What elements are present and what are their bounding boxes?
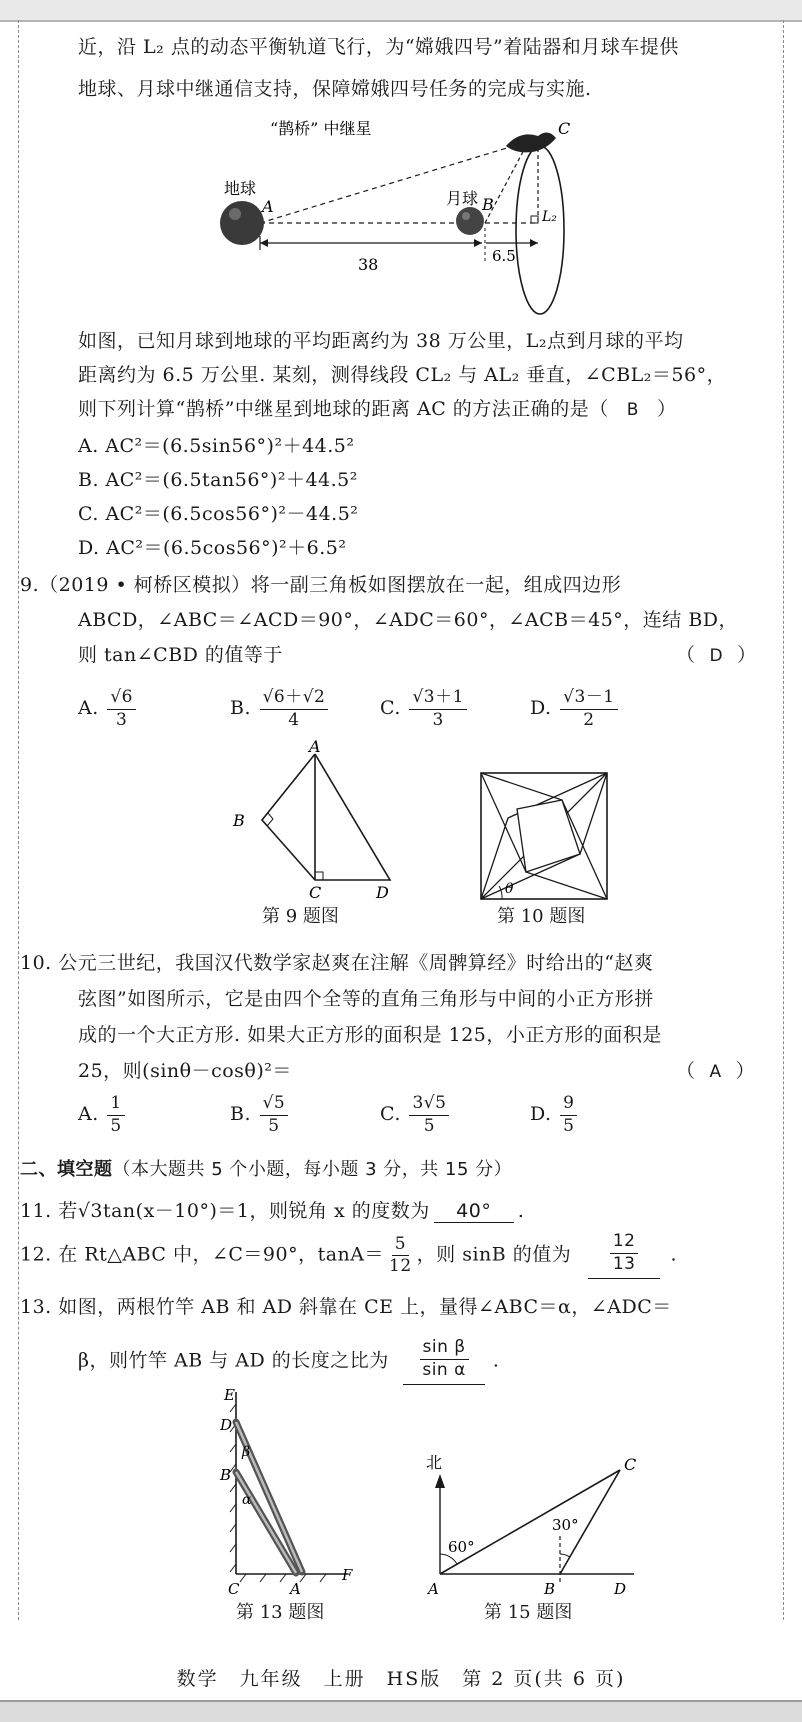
fig13-beta-label: β (242, 1444, 251, 1460)
figure-13-caption: 第 13 题图 (236, 1602, 325, 1623)
fig15-label-c: C (624, 1455, 637, 1474)
fig15-angle-60: 60° (448, 1538, 475, 1556)
figure-10-caption: 第 10 题图 (497, 906, 586, 927)
q8-stem-line-3: 则下列计算“鹊桥”中继星到地球的距离 AC 的方法正确的是（ B ） (78, 398, 677, 420)
point-l2-label: L₂ (542, 209, 557, 225)
orbit-figure (220, 108, 620, 320)
q10-stem-line-3: 成的一个大正方形. 如果大正方形的面积是 125，小正方形的面积是 (78, 1024, 662, 1046)
q12-answer: $\frac{12}{13}$ (588, 1232, 661, 1279)
section-2-note: （本大题共 5 个小题，每小题 3 分，共 15 分） (112, 1159, 513, 1180)
fig13-label-b: B (220, 1466, 232, 1484)
q9-option-c: C. $\frac{√3+1}{3}$ (380, 688, 469, 730)
q9-answer: D (709, 646, 724, 666)
q8-option-a: A. AC²＝(6.5sin56°)²＋44.5² (78, 435, 355, 457)
fig9-label-a: A (309, 740, 321, 756)
fig9-label-d: D (376, 883, 389, 900)
figure-9 (225, 740, 405, 900)
q9-option-d: D. $\frac{√3-1}{2}$ (530, 688, 620, 730)
right-angle-acd (315, 872, 323, 880)
figure-9-caption: 第 9 题图 (262, 906, 339, 927)
figure-10 (478, 770, 612, 904)
figure-15-caption: 第 15 题图 (484, 1602, 573, 1623)
intro-line-1: 近，沿 L₂ 点的动态平衡轨道飞行，为“嫦娥四号”着陆器和月球车提供 (78, 36, 679, 58)
q9-answer-bracket: （ D ） (676, 644, 757, 666)
right-angle-mark (531, 216, 538, 223)
q8-answer: B (626, 400, 639, 420)
relay-satellite-image (506, 132, 556, 152)
q10-option-b: B. $\frac{√5}{5}$ (230, 1094, 290, 1136)
fig13-label-f: F (342, 1566, 353, 1584)
q10-answer: A (709, 1062, 722, 1082)
fig13-label-e: E (224, 1386, 235, 1404)
q10-stem-line-4: 25，则(sinθ－cosθ)²＝ (78, 1060, 292, 1082)
q8-stem-line-1: 如图，已知月球到地球的平均距离约为 38 万公里，L₂点到月球的平均 (78, 330, 684, 352)
fig13-label-c: C (228, 1580, 240, 1598)
l2-halo-orbit (516, 146, 564, 314)
fig15-label-b: B (544, 1580, 556, 1598)
q10-answer-bracket: （ A ） (676, 1060, 756, 1082)
q10-option-d: D. $\frac{9}{5}$ (530, 1094, 579, 1136)
q9-option-b: B. $\frac{√6+√2}{4}$ (230, 688, 330, 730)
figure-15 (424, 1450, 644, 1598)
point-b-label: B (482, 195, 494, 214)
q11-answer: 40° (434, 1200, 514, 1223)
page-footer: 数学 九年级 上册 HS版 第 2 页(共 6 页) (176, 1668, 626, 1690)
earth-image (220, 201, 264, 245)
fig13-alpha-label: α (242, 1492, 252, 1508)
intro-line-2: 地球、月球中继通信支持，保障嫦娥四号任务的完成与实施. (78, 78, 592, 100)
point-a-label: A (262, 197, 274, 216)
q8-option-c: C. AC²＝(6.5cos56°)²－44.5² (78, 503, 359, 525)
fig13-label-a: A (290, 1580, 301, 1598)
segment-ac-15 (440, 1470, 620, 1574)
q10-option-a: A. $\frac{1}{5}$ (78, 1094, 127, 1136)
q8-stem-line-2: 距离约为 6.5 万公里. 某刻，测得线段 CL₂ 与 AL₂ 垂直，∠CBL₂＝56°， (78, 364, 727, 386)
q13-stem-line-1: 13. 如图，两根竹竿 AB 和 AD 斜靠在 CE 上，量得∠ABC＝α，∠ADC＝ (20, 1296, 672, 1318)
q10-stem-line-2: 弦图”如图所示，它是由四个全等的直角三角形与中间的小正方形拼 (78, 988, 654, 1010)
distance-65-label: 6.5 (492, 247, 516, 265)
q9-stem-line-2: ABCD，∠ABC＝∠ACD＝90°，∠ADC＝60°，∠ACB＝45°，连结 BD， (78, 609, 739, 631)
fig15-angle-30: 30° (552, 1516, 579, 1534)
q13-answer: $\frac{\text{sin β}}{\text{sin α}}$ (403, 1338, 484, 1385)
fig15-label-a: A (428, 1580, 439, 1598)
q10-stem-line-1: 10. 公元三世纪，我国汉代数学家赵爽在注解《周髀算经》时给出的“赵爽 (20, 952, 654, 974)
right-angle-abc (267, 813, 273, 826)
moon-image (456, 207, 484, 235)
quadrilateral-abcd (262, 754, 390, 880)
line-ac (260, 144, 520, 223)
fig9-label-b: B (233, 811, 245, 830)
q9-option-a: A. $\frac{√6}{3}$ (78, 688, 138, 730)
ground-hatching (240, 1574, 326, 1582)
fig15-label-d: D (614, 1580, 627, 1598)
q8-option-b: B. AC²＝(6.5tan56°)²＋44.5² (78, 469, 358, 491)
small-square (517, 800, 580, 872)
q9-stem-line-3: 则 tan∠CBD 的值等于 (78, 644, 283, 666)
q8-option-d: D. AC²＝(6.5cos56°)²＋6.5² (78, 537, 347, 559)
q9-stem-line-1: 9.（2019 • 柯桥区模拟）将一副三角板如图摆放在一起，组成四边形 (20, 574, 622, 596)
fig13-label-d: D (220, 1416, 233, 1434)
section-2-heading: 二、填空题（本大题共 5 个小题，每小题 3 分，共 15 分） (20, 1159, 513, 1180)
fig15-north-label: 北 (426, 1453, 443, 1472)
q13-stem-line-2: β，则竹竿 AB 与 AD 的长度之比为 $\frac{\text{sin β}}{\text{sin α}}$ . (78, 1338, 499, 1385)
q11: 11. 若√3tan(x－10°)＝1，则锐角 x 的度数为 40° . (20, 1200, 525, 1222)
q10-option-c: C. $\frac{3√5}{5}$ (380, 1094, 451, 1136)
relay-label: “鹊桥” 中继星 (270, 119, 372, 138)
earth-label: 地球 (224, 179, 257, 198)
moon-label: 月球 (446, 189, 479, 208)
distance-38-label: 38 (358, 255, 379, 274)
point-c-label: C (558, 119, 571, 138)
fig9-label-c: C (309, 883, 322, 900)
q12: 12. 在 Rt△ABC 中，∠C＝90°，tanA＝ $\frac{5}{12}$ ，则 sinB 的值为 $\frac{12}{13}$ . (20, 1232, 677, 1279)
figure-13 (210, 1384, 360, 1598)
fig10-theta-label: θ (505, 881, 514, 897)
page-bottom-edge (0, 1700, 802, 1722)
